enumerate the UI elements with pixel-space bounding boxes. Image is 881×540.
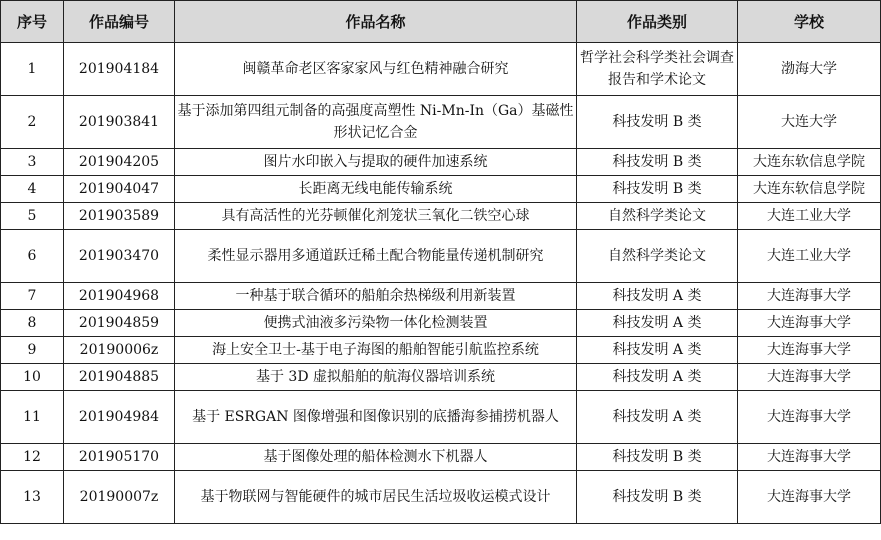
cell-work-name: 具有高活性的光芬顿催化剂笼状三氧化二铁空心球: [175, 203, 577, 230]
cell-school: 大连海事大学: [738, 444, 881, 471]
table-row: [1, 203, 881, 230]
cell-work-category: 科技发明 A 类: [577, 337, 738, 364]
cell-index: 2: [1, 96, 64, 149]
cell-work-id: 201903470: [64, 230, 175, 283]
cell-work-id: 201904205: [64, 149, 175, 176]
cell-work-category: 科技发明 B 类: [577, 149, 738, 176]
cell-school: 渤海大学: [738, 43, 881, 96]
cell-school: 大连工业大学: [738, 230, 881, 283]
cell-work-id: 20190006z: [64, 337, 175, 364]
table-row: [1, 364, 881, 391]
cell-work-id: 201903589: [64, 203, 175, 230]
cell-index: 8: [1, 310, 64, 337]
cell-work-name: 一种基于联合循环的船舶余热梯级利用新装置: [175, 283, 577, 310]
cell-index: 7: [1, 283, 64, 310]
cell-index: 9: [1, 337, 64, 364]
table-row: [1, 43, 881, 96]
cell-index: 13: [1, 471, 64, 524]
table-row: [1, 230, 881, 283]
cell-school: 大连东软信息学院: [738, 149, 881, 176]
cell-work-category: 科技发明 B 类: [577, 471, 738, 524]
table-body: [1, 43, 881, 524]
cell-work-category: 自然科学类论文: [577, 230, 738, 283]
cell-work-id: 201904047: [64, 176, 175, 203]
cell-work-category: 科技发明 B 类: [577, 176, 738, 203]
cell-work-category: 科技发明 B 类: [577, 96, 738, 149]
table-row: [1, 471, 881, 524]
table-row: [1, 391, 881, 444]
cell-school: 大连海事大学: [738, 364, 881, 391]
cell-work-id: 201904885: [64, 364, 175, 391]
table-row: [1, 149, 881, 176]
cell-index: 1: [1, 43, 64, 96]
cell-index: 3: [1, 149, 64, 176]
cell-school: 大连海事大学: [738, 337, 881, 364]
cell-school: 大连大学: [738, 96, 881, 149]
cell-work-name: 基于图像处理的船体检测水下机器人: [175, 444, 577, 471]
table-row: [1, 283, 881, 310]
cell-school: 大连工业大学: [738, 203, 881, 230]
cell-work-id: 201904184: [64, 43, 175, 96]
cell-work-name: 长距离无线电能传输系统: [175, 176, 577, 203]
cell-index: 5: [1, 203, 64, 230]
cell-school: 大连海事大学: [738, 283, 881, 310]
cell-index: 4: [1, 176, 64, 203]
header-index: 序号: [1, 1, 64, 43]
cell-work-id: 20190007z: [64, 471, 175, 524]
cell-school: 大连海事大学: [738, 471, 881, 524]
cell-work-category: 自然科学类论文: [577, 203, 738, 230]
cell-work-category: 科技发明 A 类: [577, 283, 738, 310]
cell-work-category: 科技发明 A 类: [577, 364, 738, 391]
cell-work-name: 闽赣革命老区客家家风与红色精神融合研究: [175, 43, 577, 96]
cell-work-name: 基于添加第四组元制备的高强度高塑性 Ni-Mn-In（Ga）基磁性形状记忆合金: [175, 96, 577, 149]
table-row: [1, 310, 881, 337]
cell-work-name: 海上安全卫士-基于电子海图的船舶智能引航监控系统: [175, 337, 577, 364]
cell-work-name: 基于 ESRGAN 图像增强和图像识别的底播海参捕捞机器人: [175, 391, 577, 444]
header-school: 学校: [738, 1, 881, 43]
cell-school: 大连海事大学: [738, 310, 881, 337]
header-row: [1, 1, 881, 43]
cell-school: 大连海事大学: [738, 391, 881, 444]
cell-work-id: 201904859: [64, 310, 175, 337]
cell-work-category: 科技发明 A 类: [577, 310, 738, 337]
cell-index: 11: [1, 391, 64, 444]
cell-work-name: 图片水印嵌入与提取的硬件加速系统: [175, 149, 577, 176]
cell-work-name: 基于物联网与智能硬件的城市居民生活垃圾收运模式设计: [175, 471, 577, 524]
cell-school: 大连东软信息学院: [738, 176, 881, 203]
table-row: [1, 444, 881, 471]
cell-work-id: 201904968: [64, 283, 175, 310]
table-row: [1, 96, 881, 149]
header-work-id: 作品编号: [64, 1, 175, 43]
cell-work-name: 柔性显示器用多通道跃迁稀土配合物能量传递机制研究: [175, 230, 577, 283]
cell-work-category: 科技发明 B 类: [577, 444, 738, 471]
header-work-name: 作品名称: [175, 1, 577, 43]
cell-work-id: 201903841: [64, 96, 175, 149]
cell-work-name: 基于 3D 虚拟船舶的航海仪器培训系统: [175, 364, 577, 391]
cell-index: 6: [1, 230, 64, 283]
cell-work-name: 便携式油液多污染物一体化检测装置: [175, 310, 577, 337]
cell-work-category: 科技发明 A 类: [577, 391, 738, 444]
cell-work-category: 哲学社会科学类社会调查报告和学术论文: [577, 43, 738, 96]
table-row: [1, 176, 881, 203]
table-row: [1, 337, 881, 364]
cell-work-id: 201905170: [64, 444, 175, 471]
cell-index: 10: [1, 364, 64, 391]
header-work-category: 作品类别: [577, 1, 738, 43]
cell-work-id: 201904984: [64, 391, 175, 444]
cell-index: 12: [1, 444, 64, 471]
